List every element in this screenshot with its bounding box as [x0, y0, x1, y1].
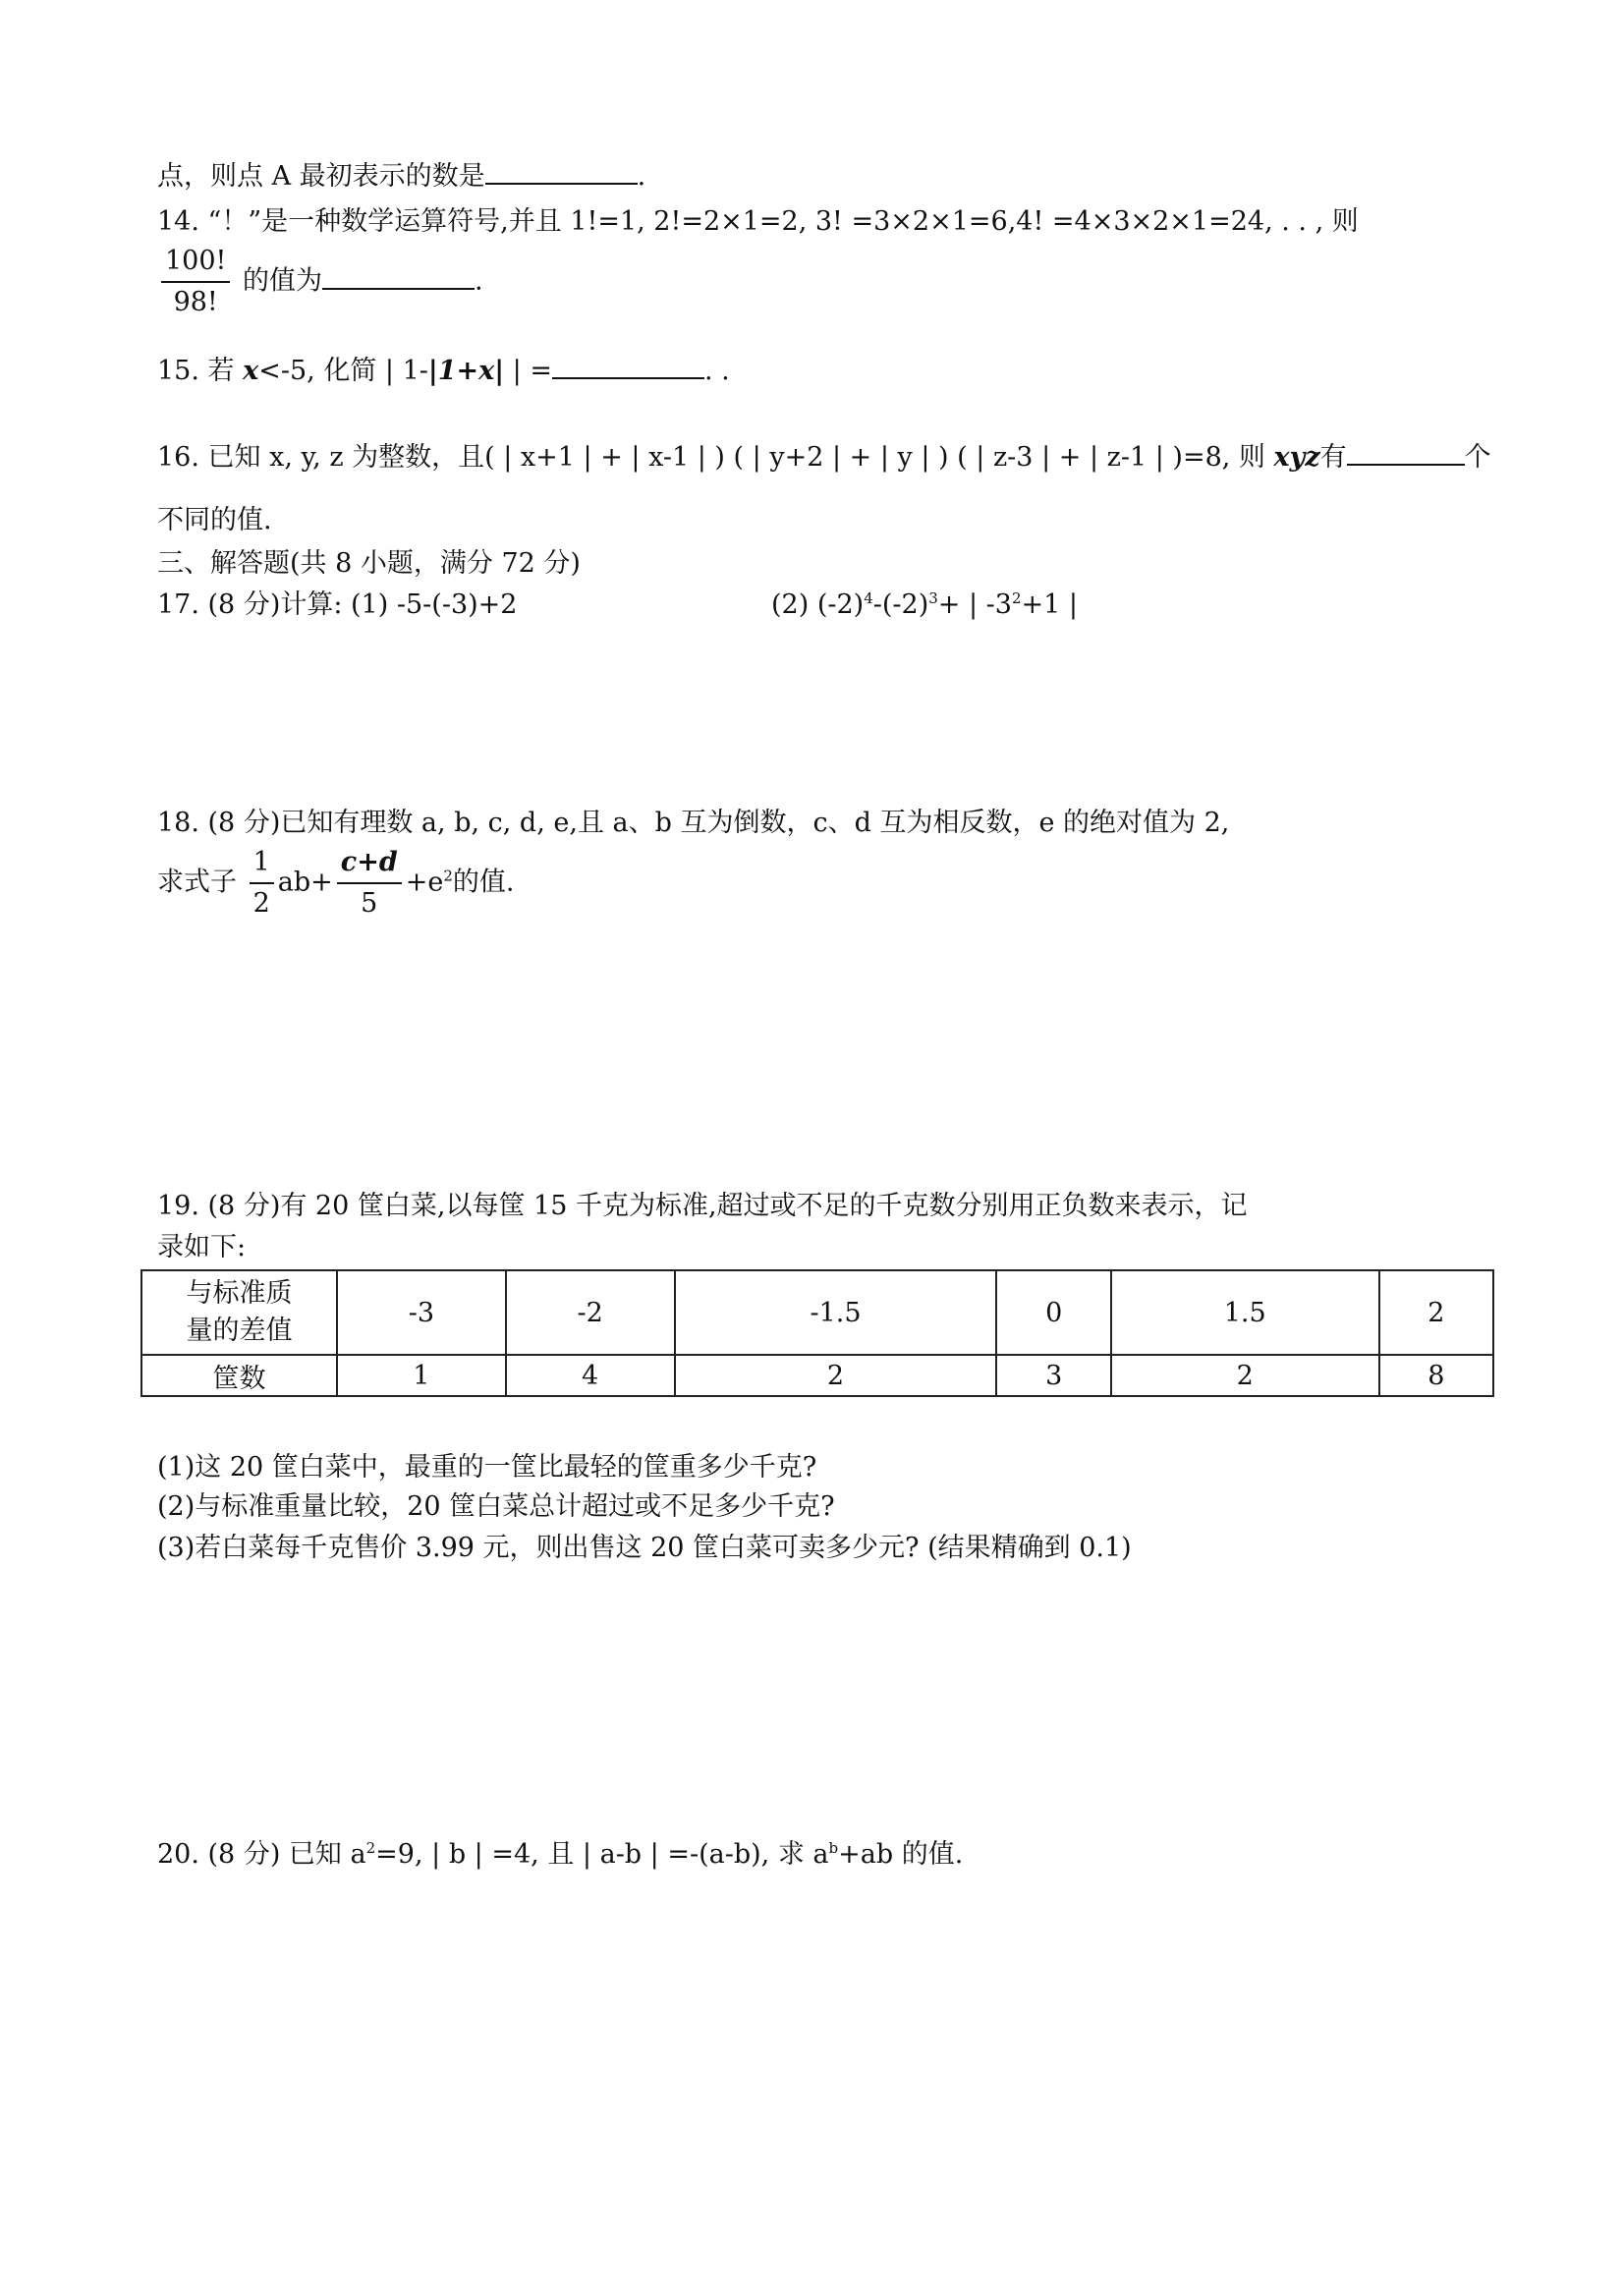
q17-part1: 17. (8 分)计算: (1) -5-(-3)+2 — [157, 589, 518, 620]
q18-f1-num: 1 — [250, 843, 274, 884]
q14-frac-den: 98! — [173, 287, 218, 317]
q17 — [157, 588, 517, 623]
q16-answer-blank[interactable] — [1347, 438, 1465, 466]
table-header-cell — [141, 1270, 337, 1355]
q18-prefix: 求式子 — [157, 867, 237, 898]
table-cell: -3 — [337, 1270, 506, 1355]
q19-sub2: (2)与标准重量比较，20 筐白菜总计超过或不足多少千克? — [157, 1491, 835, 1522]
q19-line1: 19. (8 分)有 20 筐白菜,以每筐 15 千克为标准,超过或不足的千克数分别用正负数来表示，记 — [157, 1191, 1248, 1221]
q19-sub1: (1)这 20 筐白菜中，最重的一筐比最轻的筐重多少千克? — [157, 1452, 817, 1483]
q16-text: 16. 已知 x, y, z 为整数，且( | x+1 | + | x-1 | ) ( | y+2 | + | y | ) ( | z-3 | + | z-1 | )=8, 则 — [157, 442, 1265, 473]
q16-line2: 不同的值. — [157, 505, 272, 535]
q15-end: . . — [703, 356, 730, 386]
q14-frac-num: 100! — [161, 242, 230, 283]
q13-tail — [157, 157, 645, 195]
q20-c: +ab 的值. — [838, 1839, 964, 1870]
q18-line1: 18. (8 分)已知有理数 a, b, c, d, e,且 a、b 互为倒数，c、d 互为相反数，e 的绝对值为 2, — [157, 808, 1230, 838]
q19-table — [140, 1269, 1494, 1397]
table-row — [141, 1355, 1493, 1396]
q14-answer-blank[interactable] — [322, 262, 475, 290]
q18-f2-num: c+d — [337, 843, 402, 884]
q20 — [157, 1837, 963, 1873]
table-cell: 1 — [337, 1355, 506, 1396]
q16-var: xyz — [1273, 442, 1320, 473]
q19-sub3: (3)若白菜每千克售价 3.99 元，则出售这 20 筐白菜可卖多少元? (结果精确到 0.1) — [157, 1533, 1132, 1563]
q18-fraction-1 — [250, 843, 274, 924]
q15 — [157, 352, 730, 389]
table-cell: 3 — [996, 1355, 1110, 1396]
header-line-a: 与标准质 — [186, 1278, 293, 1309]
q18-f1-den: 2 — [252, 888, 270, 919]
q19-line2: 录如下: — [157, 1232, 247, 1262]
q14-tail: 的值为 — [242, 265, 322, 297]
q16-tail: 有 — [1319, 442, 1347, 473]
q15-expr-a: | 1- — [384, 356, 428, 386]
table-cell: 4 — [506, 1355, 675, 1396]
q17-part2-d: +1 | — [1021, 589, 1079, 620]
q15-expr-b: |1+x| — [427, 356, 505, 386]
q15-answer-blank[interactable] — [552, 352, 704, 379]
q17-exp1: 4 — [864, 589, 873, 607]
q20-exp2: b — [828, 1839, 839, 1857]
q15-expr-c: | = — [504, 356, 552, 386]
q18-tail-a: +e — [405, 867, 444, 898]
q20-a: 20. (8 分) 已知 a — [157, 1839, 366, 1870]
q13-answer-blank[interactable] — [485, 157, 638, 185]
q14-line1: 14. “！”是一种数学运算符号,并且 1!=1, 2!=2×1=2, 3! =3×2×1=6,4! =4×3×2×1=24, . . , 则 — [157, 206, 1359, 237]
q18-mid: ab+ — [277, 867, 333, 898]
q18-exp: 2 — [443, 867, 453, 885]
q17-part2-b: -(-2) — [872, 589, 929, 620]
q16-line1 — [157, 438, 1491, 476]
q15-var: x — [243, 356, 259, 386]
q17-exp2: 3 — [928, 589, 938, 607]
q20-exp1: 2 — [365, 1839, 376, 1857]
table-row — [141, 1270, 1493, 1355]
header-line-b: 量的差值 — [186, 1316, 293, 1346]
q17-part2 — [771, 588, 1078, 623]
table-cell: -1.5 — [675, 1270, 997, 1355]
q17-part2-c: + | -3 — [937, 589, 1012, 620]
table-cell: 1.5 — [1111, 1270, 1379, 1355]
table-cell: 2 — [1111, 1355, 1379, 1396]
table-cell: -2 — [506, 1270, 675, 1355]
q13-text: 点，则点 A 最初表示的数是 — [157, 161, 485, 192]
q18-line2 — [157, 843, 515, 924]
table-cell: 2 — [675, 1355, 997, 1396]
section-title: 三、解答题(共 8 小题，满分 72 分) — [157, 548, 581, 579]
table-header-cell: 筐数 — [141, 1355, 337, 1396]
q14-line2 — [157, 242, 483, 322]
table-cell: 2 — [1379, 1270, 1493, 1355]
q14-fraction — [161, 242, 230, 322]
table-cell: 0 — [996, 1270, 1110, 1355]
q14-end: . — [474, 265, 483, 297]
table-cell: 8 — [1379, 1355, 1493, 1396]
q17-exp3: 2 — [1011, 589, 1022, 607]
q18-tail-b: 的值. — [452, 867, 515, 898]
q15-prefix: 15. 若 — [157, 356, 235, 386]
q18-fraction-2 — [337, 843, 402, 924]
q18-f2-den: 5 — [361, 888, 378, 919]
q17-part2-a: (2) (-2) — [771, 589, 865, 620]
q20-b: =9, | b | =4, 且 | a-b | =-(a-b), 求 a — [375, 1839, 829, 1870]
q15-cond: <-5, 化简 — [258, 356, 377, 386]
q13-end: . — [637, 161, 646, 192]
q16-end: 个 — [1464, 442, 1491, 473]
